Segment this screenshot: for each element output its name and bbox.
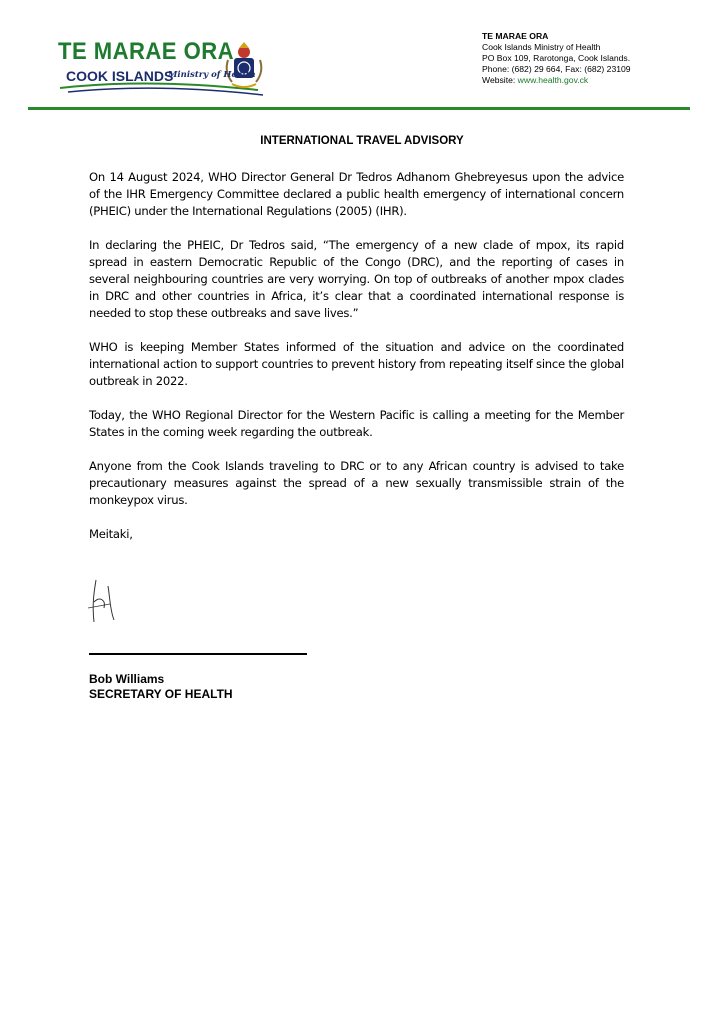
website-link[interactable]: www.health.gov.ck <box>517 75 589 85</box>
ministry-logo <box>58 38 278 100</box>
document-body <box>89 169 624 560</box>
paragraph: Anyone from the Cook Islands traveling to DRC or to any African country is advised to take precautionary measures against the spread of a new sexually transmissible strain of the monkeypox virus. <box>89 459 624 507</box>
org-name: TE MARAE ORA <box>482 31 549 41</box>
logo-tagline: Ministry of Health <box>168 70 256 80</box>
org-address: PO Box 109, Rarotonga, Cook Islands. <box>482 53 631 63</box>
org-ministry: Cook Islands Ministry of Health <box>482 42 601 52</box>
letterhead-contact <box>482 31 631 86</box>
signer-name: Bob Williams <box>89 672 165 686</box>
paragraph: Today, the WHO Regional Director for the Western Pacific is calling a meeting for the Member States in the coming week regarding the outbreak. <box>89 408 624 439</box>
paragraph: WHO is keeping Member States informed of the situation and advice on the coordinated international action to support countries to prevent history from repeating itself since the global outbreak in 2022. <box>89 340 624 388</box>
paragraph: On 14 August 2024, WHO Director General Dr Tedros Adhanom Ghebreyesus upon the advice of the IHR Emergency Committee declared a public health emergency of international concern (PHEIC) under the International Regulations (2005) (IHR). <box>89 170 624 218</box>
logo-wordmark: TE MARAE ORA <box>58 38 235 65</box>
document-title: INTERNATIONAL TRAVEL ADVISORY <box>260 135 464 147</box>
org-website <box>482 75 631 86</box>
signer-role: SECRETARY OF HEALTH <box>89 687 233 701</box>
signoff: Meitaki, <box>89 527 133 541</box>
paragraph: In declaring the PHEIC, Dr Tedros said, “The emergency of a new clade of mpox, its rapid spread in eastern Democratic Republic of the Congo (DRC), and the reporting of cases in several neighbouring countries are very worrying. On top of outbreaks of another mpox clades in DRC and other countries in Africa, it’s clear that a coordinated international response is needed to stop these outbreaks and save lives.” <box>89 238 624 320</box>
handwritten-signature <box>80 578 130 624</box>
signature-line <box>89 653 307 655</box>
logo-location: COOK ISLANDS <box>66 68 174 84</box>
org-phone-fax: Phone: (682) 29 664, Fax: (682) 23109 <box>482 64 631 74</box>
letterhead-divider <box>28 107 690 110</box>
signer-block <box>89 672 233 702</box>
website-label: Website: <box>482 75 518 85</box>
